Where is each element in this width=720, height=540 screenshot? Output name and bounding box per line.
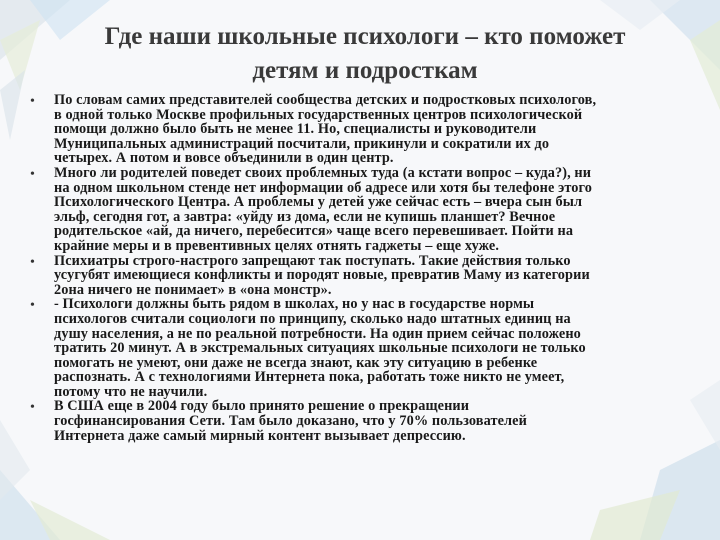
bullet-line: 2она ничего не понимает» в «она монстр». [54, 281, 332, 298]
bullet-item [28, 254, 703, 298]
bullet-item [28, 297, 703, 399]
bullet-line: помогать не умеют, они даже не всегда знают, как эту ситуацию в ребенке [54, 354, 538, 371]
bullet-dot-icon: • [30, 254, 35, 270]
bullet-line: усугубят имеющиеся конфликты и породят новые, превратив Маму из категории [54, 267, 590, 284]
bullet-line: В США еще в 2004 году было принято решение о прекращении [54, 398, 470, 415]
bullet-line: Интернета даже самый мирный контент вызывает депрессию. [54, 427, 466, 444]
bullet-line: на одном школьном стенде нет информации об адресе или хотя бы телефоне этого [54, 179, 593, 196]
bullet-line: психологов считали социологи по принципу, сколько надо штатных единиц на [54, 310, 571, 327]
slide-title [40, 20, 690, 88]
bullet-item [28, 93, 703, 166]
bullet-line: помощи должно было быть не менее 11. Но, специалисты и руководители [54, 121, 537, 138]
bullet-dot-icon: • [30, 94, 35, 109]
bullet-text [54, 166, 703, 254]
bullet-text [54, 254, 703, 298]
bullet-line: Психиатры строго-настрого запрещают так поступать. Такие действия только [54, 252, 571, 269]
bullet-line: крайние меры и в превентивных целях отнять гаджеты – еще хуже. [54, 237, 500, 254]
bullet-line: - Психологи должны быть рядом в школах, но у нас в государстве нормы [54, 296, 535, 313]
slide-title-line-2: детям и подросткам [252, 57, 478, 84]
bullet-text [54, 297, 703, 399]
bullet-line: в одной только Москве профильных государственных центров психологической [54, 106, 583, 123]
bullet-line: родительское «ай, да ничего, перебесится» чаще всего перевешивает. Пойти на [54, 223, 574, 240]
bullet-list [28, 93, 703, 443]
bullet-line: Много ли родителей поведет своих проблемных туда (а кстати вопрос – куда?), ни [54, 164, 592, 181]
bullet-text [54, 399, 703, 443]
bullet-text [54, 93, 703, 166]
bullet-line: Муниципальных администраций посчитали, прикинули и сократили их до [54, 135, 550, 152]
slide-title-line-1: Где наши школьные психологи – кто поможет [104, 23, 626, 50]
bullet-line: тратить 20 минут. А в экстремальных ситуациях школьные психологи не только [54, 340, 586, 357]
bullet-line: Психологического Центра. А проблемы у детей уже сейчас есть – вчера сын был [54, 194, 583, 211]
bullet-dot-icon: • [30, 400, 35, 416]
bullet-line: госфинансирования Сети. Там было доказано, что у 70% пользователей [54, 413, 527, 430]
bullet-line: эльф, сегодня гот, а завтра: «уйду из дома, если не купишь планшет? Вечное [54, 208, 556, 225]
bullet-line: четырех. А потом и вовсе объединили в один центр. [54, 150, 394, 167]
bullet-item [28, 399, 703, 443]
bullet-dot-icon: • [30, 166, 35, 182]
bullet-item [28, 166, 703, 254]
bullet-line: распознать. А с технологиями Интернета пока, работать тоже никто не умеет, [54, 369, 565, 386]
bullet-line: потому что не научили. [54, 383, 208, 400]
bullet-dot-icon: • [30, 298, 35, 314]
bullet-line: По словам самих представителей сообщества детских и подростковых психологов, [54, 92, 597, 108]
bullet-line: душу населения, а не по реальной потребности. На один прием сейчас положено [54, 325, 581, 342]
